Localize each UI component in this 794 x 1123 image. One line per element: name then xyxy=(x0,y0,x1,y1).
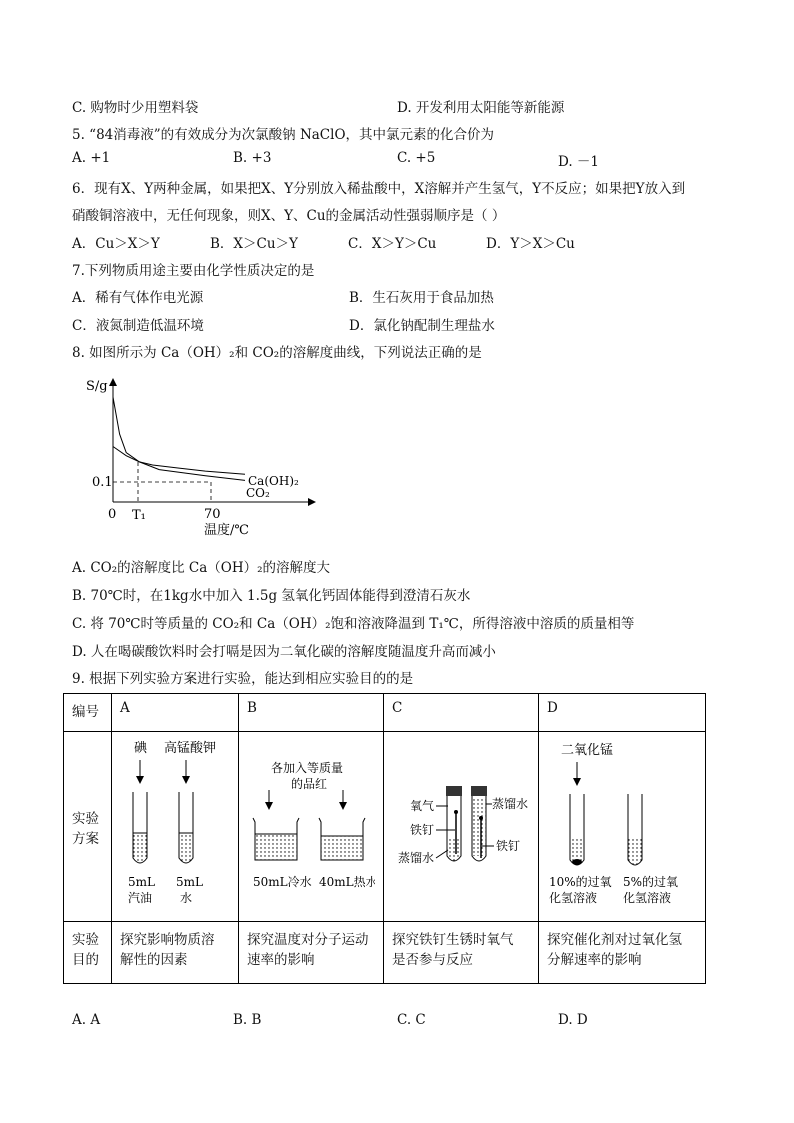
label-iodine: 碘 xyxy=(134,741,148,756)
scheme-d xyxy=(539,732,706,922)
q5-option-c: C. +5 xyxy=(397,150,436,166)
caoh2-curve xyxy=(113,447,245,475)
purpose-d: 探究催化剂对过氧化氢 分解速率的影响 xyxy=(539,922,706,984)
svg-text:5mL: 5mL xyxy=(176,875,203,889)
arrow-icon xyxy=(339,802,347,810)
q7-stem: 7.下列物质用途主要由化学性质决定的是 xyxy=(72,263,315,279)
y-axis-label: S/g xyxy=(86,379,108,394)
scheme-c xyxy=(384,732,539,922)
experiment-table xyxy=(63,693,706,984)
y-tick-label: 0.1 xyxy=(92,475,113,490)
solubility-chart xyxy=(80,372,320,542)
x-tick-70: 70 xyxy=(204,507,221,522)
svg-text:氧气: 氧气 xyxy=(410,799,435,813)
svg-text:10%的过氧: 10%的过氧 xyxy=(549,875,612,889)
q5-option-a: A. +1 xyxy=(72,150,111,166)
svg-text:汽油: 汽油 xyxy=(128,891,153,905)
q6-stem-line2: 硝酸铜溶液中，无任何现象，则X、Y、Cu的金属活动性强弱顺序是（ ） xyxy=(72,208,506,224)
purpose-a: 探究影响物质溶 解性的因素 xyxy=(112,922,239,984)
arrow-icon xyxy=(573,778,581,786)
stopper-icon xyxy=(446,786,462,796)
q8-option-b: B. 70℃时，在1kg水中加入 1.5g 氢氧化钙固体能得到澄清石灰水 xyxy=(72,588,471,604)
svg-text:50mL冷水: 50mL冷水 xyxy=(253,875,312,889)
svg-text:各加入等质量: 各加入等质量 xyxy=(271,761,344,775)
q8-stem: 8. 如图所示为 Ca（OH）₂和 CO₂的溶解度曲线，下列说法正确的是 xyxy=(72,345,482,361)
x-tick-t1: T₁ xyxy=(132,508,146,523)
q6-option-a: A．Cu＞X＞Y xyxy=(72,236,160,252)
q9-stem: 9. 根据下列实验方案进行实验，能达到相应实验目的的是 xyxy=(72,671,414,687)
scheme-b-diagram xyxy=(247,738,375,908)
q9-option-d: D. D xyxy=(558,1012,588,1028)
svg-text:化氢溶液: 化氢溶液 xyxy=(549,891,598,905)
q7-option-c: C．液氮制造低温环境 xyxy=(72,318,204,334)
label-kmno4: 高锰酸钾 xyxy=(164,741,217,756)
q9-option-b: B. B xyxy=(233,1012,262,1028)
scheme-a-diagram xyxy=(120,738,230,908)
q5-option-b: B. +3 xyxy=(233,150,272,166)
q5-stem: 5. “84消毒液”的有效成分为次氯酸钠 NaClO，其中氯元素的化合价为 xyxy=(72,127,495,143)
svg-text:蒸馏水: 蒸馏水 xyxy=(398,851,435,865)
purpose-c: 探究铁钉生锈时氧气 是否参与反应 xyxy=(384,922,539,984)
arrow-icon xyxy=(182,776,190,784)
arrow-icon xyxy=(265,802,273,810)
origin-label: 0 xyxy=(108,507,117,522)
scheme-d-diagram xyxy=(547,738,697,908)
scheme-a xyxy=(112,732,239,922)
svg-text:蒸馏水: 蒸馏水 xyxy=(492,797,529,811)
svg-text:水: 水 xyxy=(180,891,193,905)
q8-option-c: C. 将 70℃时等质量的 CO₂和 Ca（OH）₂饱和溶液降温到 T₁℃，所得溶液中溶质的质量相等 xyxy=(72,616,635,632)
scheme-b xyxy=(239,732,384,922)
svg-text:铁钉: 铁钉 xyxy=(410,823,435,837)
purpose-b: 探究温度对分子运动 速率的影响 xyxy=(239,922,384,984)
header-number: 编号 xyxy=(64,694,112,732)
header-d: D xyxy=(539,694,706,732)
q8-option-a: A. CO₂的溶解度比 Ca（OH）₂的溶解度大 xyxy=(72,560,331,576)
stopper-icon xyxy=(471,786,487,796)
q4-option-c: C. 购物时少用塑料袋 xyxy=(72,100,199,116)
q7-option-a: A．稀有气体作电光源 xyxy=(72,290,204,306)
svg-text:5%的过氧: 5%的过氧 xyxy=(623,875,679,889)
row-label-scheme: 实验 方案 xyxy=(64,732,112,922)
x-axis-label: 温度/℃ xyxy=(204,523,249,538)
q6-stem-line1: 6．现有X、Y两种金属，如果把X、Y分别放入稀盐酸中，X溶解并产生氢气，Y不反应；如果把Y放入到 xyxy=(72,181,686,197)
q9-option-a: A. A xyxy=(72,1012,101,1028)
q4-option-d: D. 开发利用太阳能等新能源 xyxy=(397,100,565,116)
header-b: B xyxy=(239,694,384,732)
header-c: C xyxy=(384,694,539,732)
q5-option-d: D. －1 xyxy=(558,154,600,170)
q6-option-b: B．X＞Cu＞Y xyxy=(210,236,298,252)
svg-text:铁钉: 铁钉 xyxy=(496,839,521,853)
q7-option-d: D．氯化钠配制生理盐水 xyxy=(349,318,495,334)
svg-text:二氧化锰: 二氧化锰 xyxy=(561,743,614,758)
series-label-caoh2: Ca(OH)₂ xyxy=(248,474,299,488)
row-label-purpose: 实验 目的 xyxy=(64,922,112,984)
svg-text:化氢溶液: 化氢溶液 xyxy=(623,891,672,905)
svg-text:40mL热水: 40mL热水 xyxy=(319,875,375,889)
scheme-c-diagram xyxy=(392,738,530,908)
q9-option-c: C. C xyxy=(397,1012,426,1028)
series-label-co2: CO₂ xyxy=(246,486,270,500)
svg-text:5mL: 5mL xyxy=(128,875,155,889)
header-a: A xyxy=(112,694,239,732)
arrow-icon xyxy=(136,776,144,784)
q6-option-c: C．X＞Y＞Cu xyxy=(348,236,437,252)
q8-option-d: D. 人在喝碳酸饮料时会打嗝是因为二氧化碳的溶解度随温度升高而减小 xyxy=(72,644,496,660)
svg-text:的品红: 的品红 xyxy=(291,777,328,791)
q7-option-b: B．生石灰用于食品加热 xyxy=(349,290,494,306)
q6-option-d: D．Y＞X＞Cu xyxy=(486,236,575,252)
